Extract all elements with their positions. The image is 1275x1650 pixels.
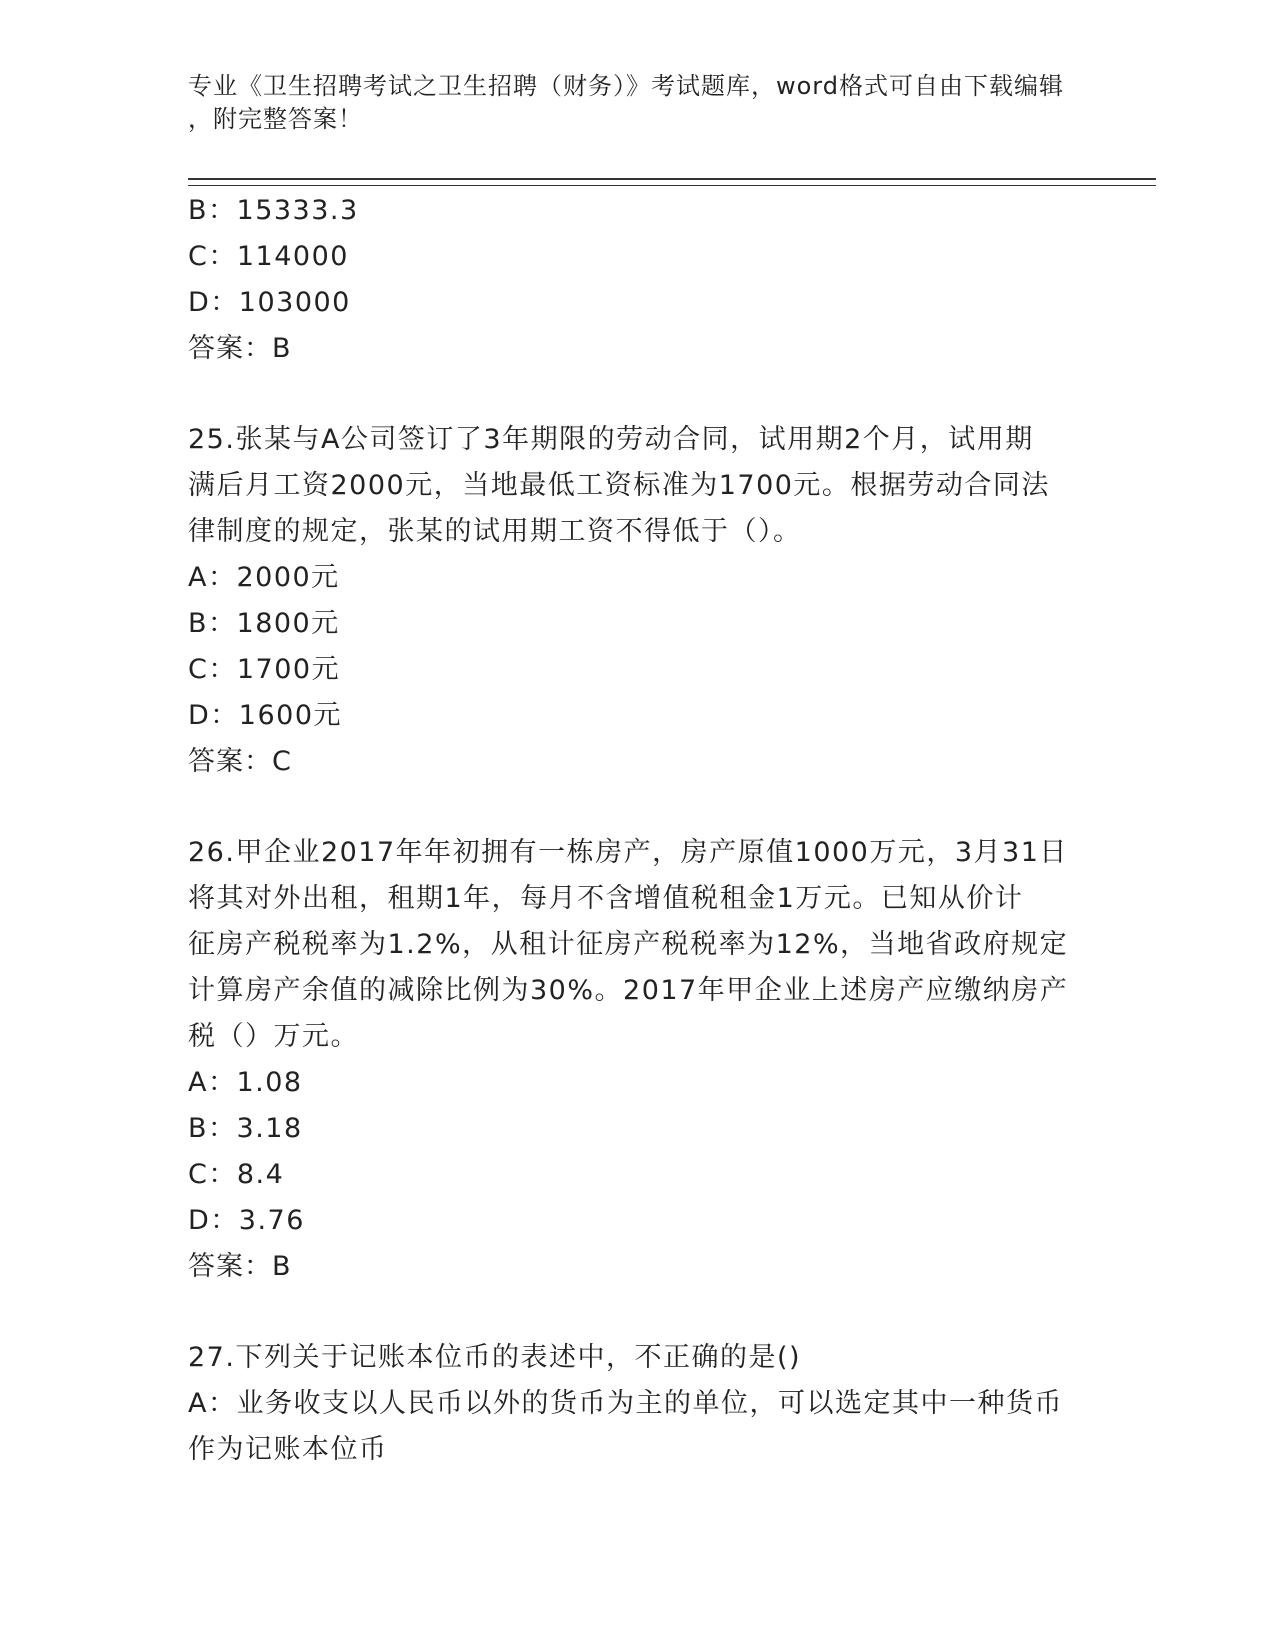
question-25 (188, 417, 1088, 785)
question-stem-line: 26.甲企业2017年年初拥有一栋房产，房产原值1000万元，3月31日 (188, 837, 1068, 868)
question-27 (188, 1335, 1088, 1473)
option-a-continued: 作为记账本位币 (188, 1434, 388, 1465)
option-d: D：3.76 (188, 1205, 305, 1236)
question-stem-line: 征房产税税率为1.2%，从租计征房产税税率为12%，当地省政府规定 (188, 929, 1069, 960)
option-d: D：1600元 (188, 700, 343, 731)
header-line-2: ，附完整答案！ (188, 105, 363, 133)
option-d: D：103000 (188, 287, 351, 318)
option-a: A：1.08 (188, 1067, 303, 1098)
answer: 答案：B (188, 333, 292, 364)
question-26 (188, 830, 1088, 1290)
option-b: B：15333.3 (188, 195, 359, 226)
question-24-tail (188, 188, 1088, 372)
option-a: A：2000元 (188, 562, 340, 593)
option-a: A：业务收支以人民币以外的货币为主的单位，可以选定其中一种货币 (188, 1388, 1063, 1419)
question-stem-line: 满后月工资2000元，当地最低工资标准为1700元。根据劳动合同法 (188, 470, 1050, 501)
header-line-1: 专业《卫生招聘考试之卫生招聘（财务）》考试题库，word格式可自由下载编辑 (188, 72, 1064, 100)
question-stem-line: 25.张某与A公司签订了3年期限的劳动合同，试用期2个月，试用期 (188, 424, 1034, 455)
document-body (188, 188, 1088, 1473)
option-b: B：3.18 (188, 1113, 303, 1144)
header-divider (188, 178, 1156, 186)
question-stem-line: 律制度的规定，张某的试用期工资不得低于（）。 (188, 516, 802, 547)
option-c: C：1700元 (188, 654, 341, 685)
question-stem-line: 27.下列关于记账本位币的表述中，不正确的是() (188, 1342, 802, 1373)
option-b: B：1800元 (188, 608, 340, 639)
answer: 答案：B (188, 1251, 292, 1282)
option-c: C：8.4 (188, 1159, 285, 1190)
question-stem-line: 将其对外出租，租期1年，每月不含增值税租金1万元。已知从价计 (188, 883, 1024, 914)
question-stem-line: 计算房产余值的减除比例为30%。2017年甲企业上述房产应缴纳房产 (188, 975, 1069, 1006)
option-c: C：114000 (188, 241, 349, 272)
answer: 答案：C (188, 746, 292, 777)
page-header (188, 70, 1088, 136)
question-stem-line: 税（）万元。 (188, 1021, 359, 1052)
